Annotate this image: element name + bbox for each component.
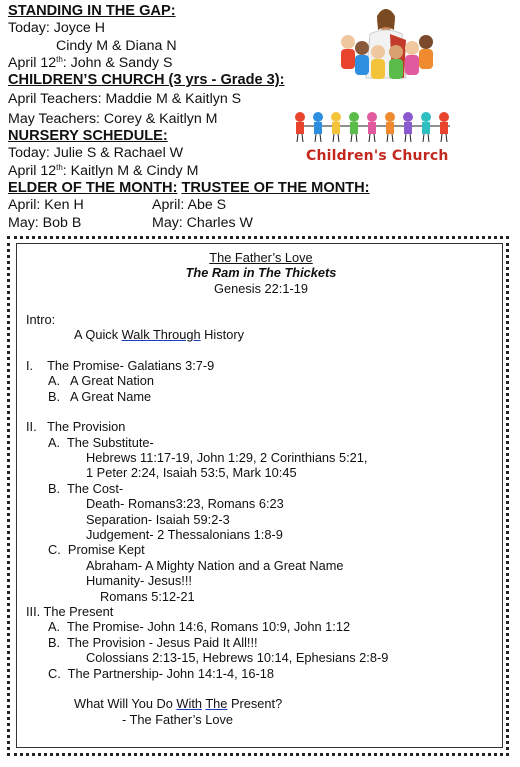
month-headings (8, 179, 370, 197)
point-iii-b: B. The Provision - Jesus Paid It All!!! (48, 634, 258, 650)
childrens-church-logo-text: Children's Church (306, 148, 449, 164)
childrens-church-logo (290, 110, 456, 162)
point-ii-b-1: Death- Romans3:23, Romans 6:23 (86, 496, 284, 512)
point-ii-a: A. The Substitute- (48, 434, 154, 450)
point-ii-c-3: Romans 5:12-21 (100, 588, 195, 604)
point-i-a: A. A Great Nation (48, 373, 154, 389)
month-april: April: Ken H April: Abe S (8, 197, 227, 214)
point-ii-b: B. The Cost- (48, 480, 124, 496)
nursery-heading: NURSERY SCHEDULE: (8, 128, 168, 145)
point-ii-b-2: Separation- Isaiah 59:2-3 (86, 511, 230, 527)
gap-april: April 12th: John & Sandy S (8, 54, 173, 71)
point-ii-b-3: Judgement- 2 Thessalonians 1:8-9 (86, 527, 283, 543)
childrens-april-teachers: April Teachers: Maddie M & Kaitlyn S (8, 91, 242, 108)
standing-in-gap-heading: STANDING IN THE GAP: (8, 3, 176, 19)
sermon-notes (26, 250, 496, 727)
point-ii-c: C. Promise Kept (48, 542, 145, 558)
point-i: I. The Promise- Galatians 3:7-9 (26, 357, 215, 373)
childrens-may-teachers: May Teachers: Corey & Kaitlyn M (8, 110, 218, 127)
sermon-title: The Father’s Love (209, 250, 313, 265)
jesus-with-children-image (334, 0, 438, 80)
childrens-church-heading: CHILDREN’S CHURCH (3 yrs - Grade 3): (8, 72, 285, 89)
elder-heading: ELDER OF THE MONTH: (8, 179, 178, 196)
point-ii-a-2: 1 Peter 2:24, Isaiah 53:5, Mark 10:45 (86, 465, 297, 481)
point-ii: II. The Provision (26, 419, 126, 435)
point-iii: III. The Present (26, 603, 114, 619)
nursery-today: Today: Julie S & Rachael W (8, 145, 184, 162)
point-ii-c-1: Abraham- A Mighty Nation and a Great Name (86, 557, 344, 573)
point-iii-b-1: Colossians 2:13-15, Hebrews 10:14, Ephesians 2:8-9 (86, 650, 389, 666)
point-iii-a: A. The Promise- John 14:6, Romans 10:9, John 1:12 (48, 619, 351, 635)
sermon-intro: Intro: (26, 311, 56, 327)
sermon-closing-question: What Will You Do With The Present? (74, 696, 283, 712)
children-holding-hands-icon (290, 110, 456, 144)
sermon-subtitle: The Ram in The Thickets (185, 265, 337, 281)
sermon-signoff: - The Father’s Love (122, 711, 233, 727)
point-ii-a-1: Hebrews 11:17-19, John 1:29, 2 Corinthians 5:21, (86, 450, 368, 466)
gap-today-continued: Cindy M & Diana N (56, 37, 177, 54)
announcements (8, 3, 370, 232)
point-ii-c-2: Humanity- Jesus!!! (86, 573, 192, 589)
gap-today: Today: Joyce H (8, 20, 105, 37)
sermon-reference: Genesis 22:1-19 (214, 280, 308, 296)
trustee-heading: TRUSTEE OF THE MONTH: (181, 179, 370, 196)
point-iii-c: C. The Partnership- John 14:1-4, 16-18 (48, 665, 274, 681)
sermon-intro-line: A Quick Walk Through History (74, 326, 244, 342)
month-may: May: Bob B May: Charles W (8, 214, 253, 231)
nursery-april: April 12th: Kaitlyn M & Cindy M (8, 162, 199, 179)
point-i-b: B. A Great Name (48, 388, 152, 404)
